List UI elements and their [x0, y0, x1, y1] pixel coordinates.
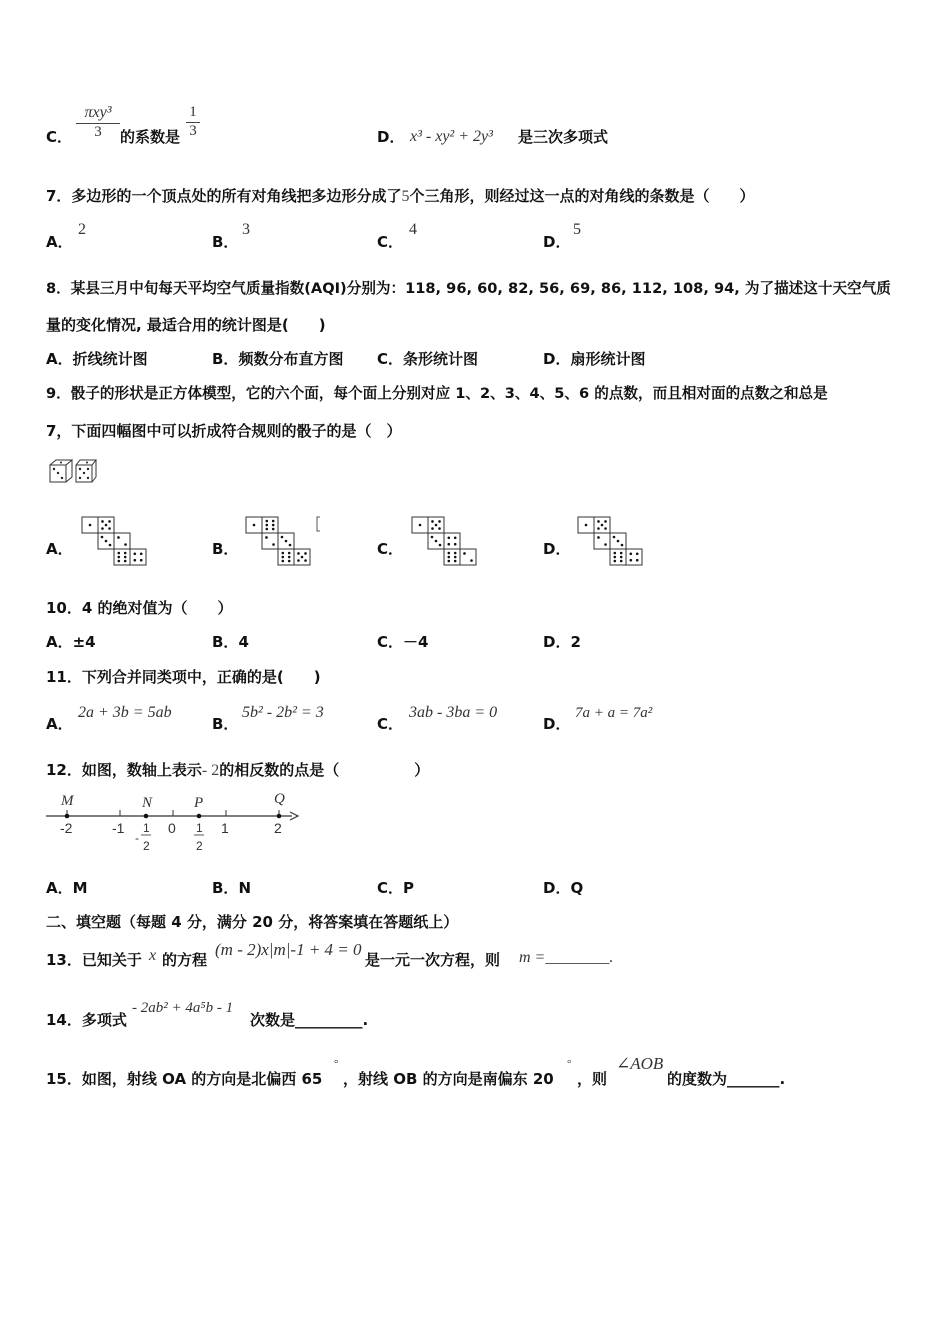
- die-pip: [288, 552, 291, 555]
- q12-stem: [46, 761, 429, 780]
- dice-pair-icon: [48, 458, 100, 486]
- die-pip: [463, 552, 466, 555]
- die-pip: [630, 553, 633, 556]
- q11-option-a-value: 2a + 3b = 5ab: [78, 704, 172, 721]
- q10-option-d-label: D．: [543, 633, 571, 651]
- q15-stem: 15．如图，射线 OA 的方向是北偏西 65: [46, 1070, 323, 1088]
- q6-c-coef-numerator: 1: [189, 104, 197, 120]
- die-pip: [604, 527, 607, 530]
- die-pip: [140, 553, 143, 556]
- q9-stem-line1: 9．骰子的形状是正方体模型，它的六个面，每个面上分别对应 1、2、3、4、5、6 的点数，而且相对面的点数之和总是: [46, 385, 828, 402]
- q8-option-c: [377, 350, 478, 368]
- die-pip: [108, 527, 111, 530]
- die-pip: [304, 559, 307, 562]
- die-pip: [601, 524, 604, 527]
- die-pip: [124, 556, 127, 559]
- die-pip: [597, 520, 600, 523]
- point-m-dot: [65, 814, 70, 819]
- q7-option-c-value: 4: [409, 221, 417, 238]
- dice-net-b: [244, 515, 324, 567]
- die-pip: [604, 543, 607, 546]
- q7-option-a-value: 2: [78, 221, 86, 238]
- q11-option-b-label: B．: [212, 715, 239, 733]
- die-face: [610, 549, 626, 565]
- die-pip: [101, 527, 104, 530]
- dice-net-d: [576, 515, 646, 567]
- die-face: [444, 533, 460, 549]
- die-face: [626, 549, 642, 565]
- q13-mid: 的方程: [162, 951, 208, 969]
- q11-stem: 11．下列合并同类项中，正确的是( ): [46, 668, 321, 686]
- section-2-heading: 二、填空题（每题 4 分，满分 20 分，将答案填在答题纸上）: [46, 913, 459, 931]
- q10-stem: 10．4 的绝对值为（ ）: [46, 599, 233, 617]
- die-pip: [288, 556, 291, 559]
- die-pip: [448, 556, 451, 559]
- die-pip: [431, 536, 434, 539]
- die-pip: [597, 536, 600, 539]
- q15-tail: 的度数为_______.: [667, 1070, 786, 1088]
- q13-stem: 13．已知关于: [46, 951, 142, 969]
- q15-mid: ，射线 OB 的方向是南偏东 20: [343, 1070, 554, 1088]
- q12-stem-number: - 2: [201, 762, 220, 779]
- q6-option-d-label: D．: [377, 128, 405, 146]
- die-pip: [431, 520, 434, 523]
- die-pip: [470, 559, 473, 562]
- q8-option-c-value: 条形统计图: [403, 350, 479, 368]
- die-pip: [282, 560, 285, 563]
- q6-c-coef-denominator: 3: [186, 122, 200, 140]
- die-face: [262, 517, 278, 533]
- q11-option-a-label: A．: [46, 715, 73, 733]
- point-n-dot: [144, 814, 149, 819]
- q6-option-c-label: C．: [46, 128, 73, 146]
- q13-equation: (m - 2)x|m|-1 + 4 = 0: [215, 940, 362, 959]
- die-pip: [134, 553, 137, 556]
- die-pip: [617, 540, 620, 543]
- die-pip: [636, 553, 639, 556]
- die-pip: [431, 527, 434, 530]
- q8-stem-line1: 8．某县三月中旬每天平均空气质量指数(AQI)分别为：118, 96, 60, 82, 56, 69, 86, 112, 108, 94, 为了描述这十天空气质: [46, 280, 891, 297]
- neg-half-sign: -: [135, 831, 139, 845]
- die-pip: [636, 559, 639, 562]
- q12-option-c-value: P: [403, 879, 415, 897]
- q7-stem: [46, 187, 754, 206]
- die-pip: [289, 544, 292, 547]
- q13-variable: x: [149, 947, 157, 964]
- die-pip: [597, 527, 600, 530]
- die-pip: [272, 524, 275, 527]
- q11-option-b-value: 5b² - 2b² = 3: [242, 704, 324, 721]
- tick-label-1: 1: [221, 820, 229, 836]
- die-pip: [265, 536, 268, 539]
- q11-option-c-value: 3ab - 3ba = 0: [409, 704, 498, 721]
- die-pip: [439, 544, 442, 547]
- q12-option-c: [377, 879, 414, 897]
- die-pip: [272, 543, 275, 546]
- die-pip: [585, 524, 588, 527]
- dice-net-a: [80, 515, 150, 567]
- die-pip: [448, 560, 451, 563]
- q14-tail: 次数是_________.: [250, 1011, 369, 1029]
- die-pip: [118, 560, 121, 563]
- q10-option-c: [377, 633, 428, 651]
- die-pip: [109, 544, 112, 547]
- point-p-dot: [197, 814, 202, 819]
- q7-stem-number: 5: [401, 188, 410, 205]
- q14-stem: 14．多项式: [46, 1011, 127, 1029]
- die-pip: [117, 536, 120, 539]
- point-p-label: P: [194, 795, 204, 811]
- point-q-label: Q: [274, 791, 285, 807]
- die-pip: [105, 524, 108, 527]
- q12-option-d: [543, 879, 583, 897]
- tick-label-neg1: -1: [112, 820, 125, 836]
- q8-option-c-label: C．: [377, 350, 404, 368]
- die-pip: [297, 552, 300, 555]
- q7-option-b-label: B．: [212, 233, 239, 251]
- tick-label-0: 0: [168, 820, 176, 836]
- die-pip: [613, 536, 616, 539]
- q12-stem-text: 12．如图，数轴上表示: [46, 761, 202, 779]
- neg-half-numerator: 1: [143, 821, 150, 835]
- die-pip: [454, 543, 457, 546]
- q7-option-c-label: C．: [377, 233, 404, 251]
- q12-option-b-label: B．: [212, 879, 239, 897]
- die-face: [444, 549, 460, 565]
- q7-option-b-value: 3: [242, 221, 250, 238]
- die-pip: [419, 524, 422, 527]
- die-pip: [454, 537, 457, 540]
- die-pip: [266, 524, 269, 527]
- die-pip: [454, 552, 457, 555]
- pos-half-denominator: 2: [196, 839, 203, 853]
- q9-option-d-label: D．: [543, 540, 571, 558]
- die-pip: [448, 543, 451, 546]
- tick-label-neg2: -2: [60, 820, 73, 836]
- die-pip: [266, 528, 269, 531]
- q10-option-a-label: A．: [46, 633, 73, 651]
- q8-option-d: [543, 350, 645, 368]
- die-pip: [304, 552, 307, 555]
- point-n-label: N: [142, 795, 153, 811]
- die-face: [114, 533, 130, 549]
- die-pip: [134, 559, 137, 562]
- q8-stem-line2: 量的变化情况, 最适合用的统计图是( ): [46, 316, 326, 334]
- die-pip: [118, 552, 121, 555]
- die-pip: [620, 552, 623, 555]
- q12-option-a-label: A．: [46, 879, 73, 897]
- q6-c-expression: [76, 104, 120, 141]
- q7-stem-text: 7．多边形的一个顶点处的所有对角线把多边形分成了: [46, 187, 402, 205]
- die-pip: [448, 552, 451, 555]
- q15-degree-2: °: [567, 1058, 572, 1070]
- q10-option-b-label: B．: [212, 633, 239, 651]
- q10-option-b: [212, 633, 249, 651]
- die-pip: [604, 520, 607, 523]
- die-pip: [89, 524, 92, 527]
- q13-answer-blank: m =________.: [519, 949, 614, 966]
- q10-option-c-label: C．: [377, 633, 404, 651]
- q10-option-b-value: 4: [238, 633, 249, 651]
- die-pip: [101, 536, 104, 539]
- die-pip: [281, 536, 284, 539]
- die-pip: [124, 560, 127, 563]
- die-pip: [272, 528, 275, 531]
- die-pip: [614, 556, 617, 559]
- die-pip: [438, 527, 441, 530]
- die-pip: [438, 520, 441, 523]
- die-face: [594, 533, 610, 549]
- q11-option-c-label: C．: [377, 715, 404, 733]
- die-pip: [282, 552, 285, 555]
- q12-option-b: [212, 879, 251, 897]
- number-line: [44, 790, 304, 856]
- q12-option-c-label: C．: [377, 879, 404, 897]
- die-pip: [448, 537, 451, 540]
- point-m-label: M: [61, 793, 74, 809]
- q12-option-b-value: N: [238, 879, 251, 897]
- die-pip: [454, 560, 457, 563]
- die-pip: [282, 556, 285, 559]
- q9-option-c-label: C．: [377, 540, 404, 558]
- q12-option-a-value: M: [72, 879, 88, 897]
- die-pip: [454, 556, 457, 559]
- die-pip: [435, 524, 438, 527]
- die-pip: [621, 544, 624, 547]
- q6-d-expression: x³ - xy² + 2y³: [410, 128, 493, 145]
- die-pip: [288, 560, 291, 563]
- die-pip: [108, 520, 111, 523]
- q10-option-d: [543, 633, 581, 651]
- die-pip: [118, 556, 121, 559]
- q6-d-text: 是三次多项式: [518, 128, 609, 146]
- q15-mid2: ，则: [577, 1070, 608, 1088]
- die-pip: [301, 556, 304, 559]
- q10-option-a: [46, 633, 96, 651]
- q15-degree-1: °: [334, 1058, 339, 1070]
- q12-option-d-label: D．: [543, 879, 571, 897]
- q8-option-b-value: 频数分布直方图: [238, 350, 344, 368]
- die-face: [278, 549, 294, 565]
- q9-option-b-label: B．: [212, 540, 239, 558]
- die-pip: [101, 520, 104, 523]
- die-pip: [272, 520, 275, 523]
- q13-tail: 是一元一次方程，则: [365, 951, 501, 969]
- q8-option-b-label: B．: [212, 350, 239, 368]
- die-pip: [297, 559, 300, 562]
- q8-option-d-label: D．: [543, 350, 571, 368]
- die-pip: [266, 520, 269, 523]
- pos-half-numerator: 1: [196, 821, 203, 835]
- q9-stem-line2: 7，下面四幅图中可以折成符合规则的骰子的是（ ）: [46, 422, 402, 440]
- bracket-mark: [317, 517, 320, 531]
- q7-option-d-label: D．: [543, 233, 571, 251]
- q11-option-d-label: D．: [543, 715, 571, 733]
- die-face: [114, 549, 130, 565]
- q6-c-coefficient: [186, 104, 200, 140]
- q7-option-a-label: A．: [46, 233, 73, 251]
- q12-option-a: [46, 879, 88, 897]
- q8-option-b: [212, 350, 343, 368]
- q6-c-text: 的系数是: [120, 128, 181, 146]
- q6-c-numerator: πxy³: [84, 104, 112, 121]
- die-pip: [630, 559, 633, 562]
- die-pip: [620, 560, 623, 563]
- die-pip: [435, 540, 438, 543]
- q10-option-a-value: ±4: [72, 633, 96, 651]
- q15-angle: ∠AOB: [616, 1054, 664, 1073]
- q9-option-a-label: A．: [46, 540, 73, 558]
- q14-polynomial: - 2ab² + 4a⁵b - 1: [132, 1000, 234, 1016]
- q6-c-denominator: 3: [76, 123, 120, 141]
- die-face: [262, 533, 278, 549]
- q12-stem-tail: 的相反数的点是（ ）: [219, 761, 430, 779]
- q8-option-a-label: A．: [46, 350, 73, 368]
- die-pip: [105, 540, 108, 543]
- die-pip: [620, 556, 623, 559]
- die-pip: [614, 552, 617, 555]
- q8-option-a: [46, 350, 148, 368]
- die-face: [460, 549, 476, 565]
- q8-option-a-value: 折线统计图: [72, 350, 148, 368]
- q10-option-d-value: 2: [570, 633, 581, 651]
- point-q-dot: [277, 814, 282, 819]
- die-pip: [124, 552, 127, 555]
- die-face: [130, 549, 146, 565]
- die-pip: [614, 560, 617, 563]
- die-pip: [285, 540, 288, 543]
- die-pip: [124, 543, 127, 546]
- q10-option-c-value: －4: [403, 633, 429, 651]
- die-pip: [253, 524, 256, 527]
- neg-half-denominator: 2: [143, 839, 150, 853]
- q12-option-d-value: Q: [570, 879, 584, 897]
- die-pip: [140, 559, 143, 562]
- tick-label-2: 2: [274, 820, 282, 836]
- q7-stem-tail: 个三角形，则经过这一点的对角线的条数是（ ）: [409, 187, 755, 205]
- q7-option-d-value: 5: [573, 221, 581, 238]
- dice-net-c: [410, 515, 480, 567]
- q8-option-d-value: 扇形统计图: [570, 350, 646, 368]
- q11-option-d-value: 7a + a = 7a²: [575, 705, 653, 721]
